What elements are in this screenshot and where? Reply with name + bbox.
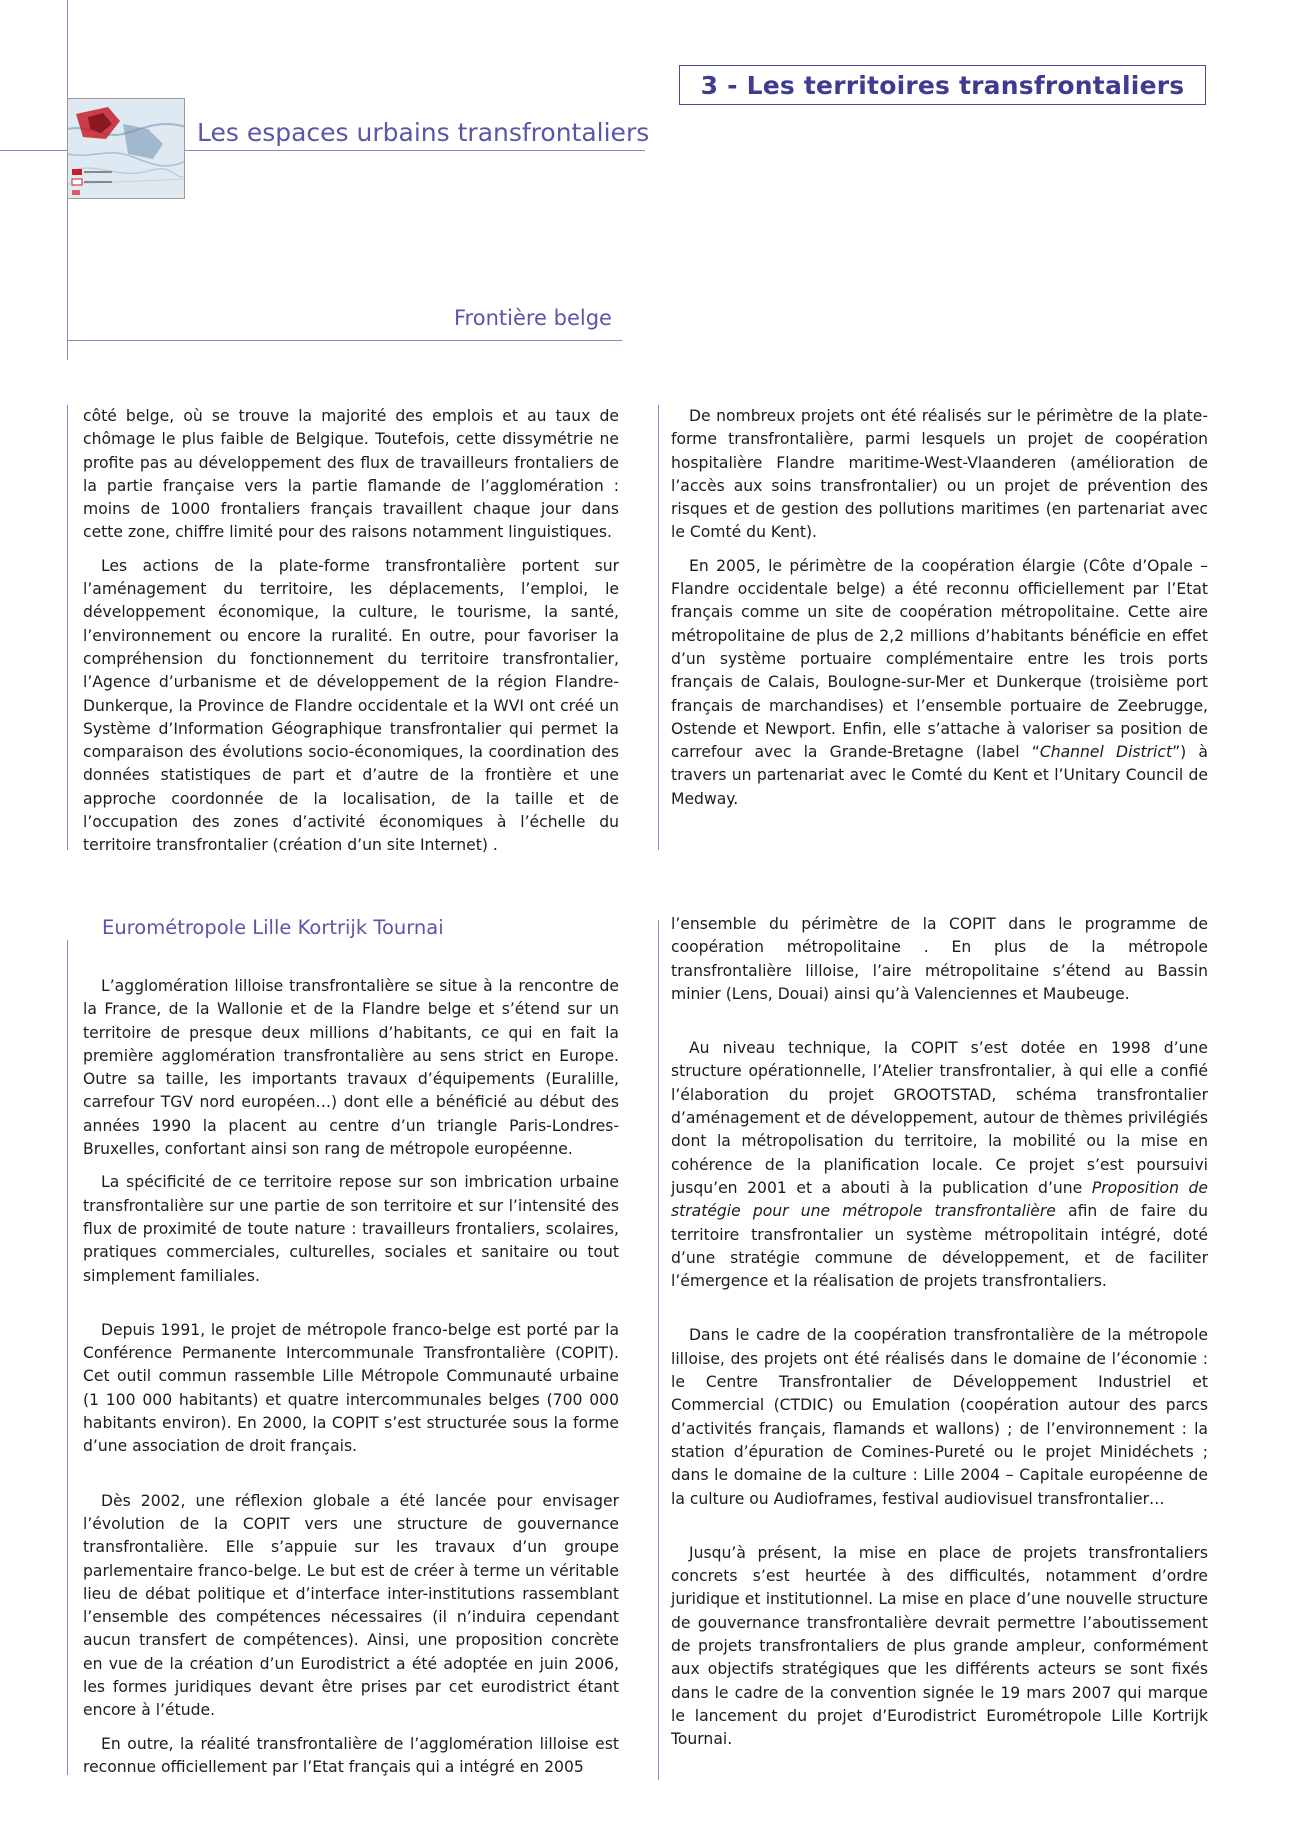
map-thumbnail-icon — [67, 98, 185, 199]
paragraph: Dans le cadre de la coopération transfrontalière de la métropole lilloise, des projets ont été réalisés dans le domaine de l’économie : le Centre Transfrontalier de Développement Industriel et Commercial (CTDIC) ou Emulation (coopération autour des parcs d’activités français, flamands et wallons) ; de l’environnement : la station d’épuration de Comines-Pureté ou le projet Minidéchets ; dans le domaine de la culture : Lille 2004 – Capitale européenne de la culture ou Audioframes, festival audiovisuel transfrontalier… — [671, 1326, 1208, 1508]
text-run: ”) à travers un partenariat avec le Comté du Kent et l’Unitary Council de Medway. — [671, 743, 1208, 808]
paragraph: En outre, la réalité transfrontalière de l’agglomération lilloise est reconnue officiellement par l’Etat français qui a intégré en 2005 — [83, 1734, 619, 1776]
frontiere-belge-left-column — [83, 405, 619, 868]
column-divider-top — [658, 405, 659, 850]
column-divider-bottom — [658, 920, 659, 1780]
paragraph: côté belge, où se trouve la majorité des emplois et au taux de chômage le plus faible de Belgique. Toutefois, cette dissymétrie ne profite pas au développement des flux de travailleurs frontaliers de la partie française vers la partie flamande de l’agglomération : moins de 1000 frontaliers français travaillent chaque jour dans cette zone, chiffre limité pour des raisons notamment linguistiques. — [83, 407, 619, 542]
left-column-rule-bottom — [67, 940, 68, 1775]
subsection-rule — [67, 340, 622, 341]
subsection-title-frontiere-belge: Frontière belge — [454, 306, 612, 330]
paragraph: l’ensemble du périmètre de la COPIT dans le programme de coopération métropolitaine . En plus de la métropole transfrontalière lilloise, l’aire métropolitaine s’étend au Bassin minier (Lens, Douai) ainsi qu’à Valenciennes et Maubeuge. — [671, 915, 1208, 1003]
left-column-rule-top — [67, 405, 68, 850]
paragraph: De nombreux projets ont été réalisés sur le périmètre de la plate-forme transfrontalière, parmi lesquels un projet de coopération hospitalière Flandre maritime-West-Vlaanderen (amélioration de l’accès aux soins transfrontalier) ou un projet de prévention des risques et de gestion des pollutions maritimes (en partenariat avec le Comté du Kent). — [671, 407, 1208, 542]
chapter-title-box — [679, 65, 1206, 105]
eurometropole-left-column — [83, 975, 619, 1789]
label-channel-district: Channel District — [1039, 743, 1173, 762]
eurometropole-right-column — [671, 913, 1208, 1762]
subsection-title-eurometropole: Eurométropole Lille Kortrijk Tournai — [102, 916, 444, 939]
paragraph: Depuis 1991, le projet de métropole franco-belge est porté par la Conférence Permanente Intercommunale Transfrontalière (COPIT). Cet outil commun rassemble Lille Métropole Communauté urbaine (1 100 000 habitants) et quatre intercommunales belges (700 000 habitants environ). En 2000, la COPIT s’est structurée sous la forme d’une association de droit français. — [83, 1320, 619, 1456]
section-title: Les espaces urbains transfrontaliers — [197, 118, 650, 147]
paragraph: Jusqu’à présent, la mise en place de projets transfrontaliers concrets s’est heurtée à des difficultés, notamment d’ordre juridique et institutionnel. La mise en place d’une nouvelle structure de gouvernance transfrontalière devrait permettre l’aboutissement de projets transfrontaliers de plus grande ampleur, conformément aux objectifs stratégiques que les différents acteurs se sont fixés dans le cadre de la convention signée le 19 mars 2007 qui marque le lancement du projet d’Eurodistrict Eurométropole Lille Kortrijk Tournai. — [671, 1543, 1208, 1749]
paragraph: L’agglomération lilloise transfrontalière se situe à la rencontre de la France, de la Wallonie et de la Flandre belge et s’étend sur un territoire de presque deux millions d’habitants, ce qui en fait la première agglomération transfrontalière au sens strict en Europe. Outre sa taille, les importants travaux d’équipements (Euralille, carrefour TGV nord européen…) dont elle a bénéficié au début des années 1990 la placent au centre d’un triangle Paris-Londres-Bruxelles, confortant ainsi son rang de métropole européenne. — [83, 977, 619, 1159]
publication-title: Proposition de stratégie pour une métropole transfrontalière — [671, 1178, 1208, 1221]
text-run: afin de faire du territoire transfrontalier un système métropolitain intégré, doté d’une stratégie commune de développement, et de faciliter l’émergence et la réalisation de projets transfrontaliers. — [671, 1202, 1208, 1291]
text-run: Au niveau technique, la COPIT s’est dotée en 1998 d’une structure opérationnelle, l’Atelier transfrontalier, à qui elle a confié l’élaboration du projet GROOTSTAD, schéma transfrontalier d’aménagement et de développement, autour de thèmes privilégiés dont la métropolisation du territoire, la mobilité ou la mise en cohérence de la planification locale. Ce projet s’est poursuivi jusqu’en 2001 et a abouti à la publication d’une — [671, 1039, 1208, 1197]
paragraph — [671, 1037, 1208, 1293]
paragraph: La spécificité de ce territoire repose sur son imbrication urbaine transfrontalière sur une partie de son territoire et sur l’intensité des flux de proximité de toute nature : travailleurs frontaliers, scolaires, pratiques commerciales, culturelles, sociales et sanitaire ou tout simplement familiales. — [83, 1173, 619, 1285]
frontiere-belge-right-column — [671, 405, 1208, 821]
chapter-title: 3 - Les territoires transfrontaliers — [700, 70, 1185, 100]
text-run: En 2005, le périmètre de la coopération élargie (Côte d’Opale – Flandre occidentale belge) a été reconnu officiellement par l’Etat français comme un site de coopération métropolitaine. Cette aire métropolitaine de plus de 2,2 millions d’habitants bénéficie en effet d’un système portuaire complémentaire entre les trois ports français de Calais, Boulogne-sur-Mer et Dunkerque (troisième port français de marchandises) et l’ensemble portuaire de Zeebrugge, Ostende et Newport. Enfin, elle s’attache à valoriser sa position de carrefour avec la Grande-Bretagne (label “ — [671, 556, 1208, 762]
paragraph — [671, 555, 1208, 811]
paragraph: Dès 2002, une réflexion globale a été lancée pour envisager l’évolution de la COPIT vers une structure de gouvernance transfrontalière. Elle s’appuie sur les travaux d’un groupe parlementaire franco-belge. Le but est de créer à terme un véritable lieu de débat politique et d’interface inter-institutions rassemblant l’ensemble des compétences nécessaires (il n’induira cependant aucun transfert de compétences). Ainsi, une proposition concrète en vue de la création d’un Eurodistrict a été adoptée en juin 2006, les formes juridiques devant être prises par cet eurodistrict étant encore à l’étude. — [83, 1491, 619, 1720]
paragraph: Les actions de la plate-forme transfrontalière portent sur l’aménagement du territoire, les déplacements, l’emploi, le développement économique, la culture, le tourisme, la santé, l’environnement ou encore la ruralité. En outre, pour favoriser la compréhension du fonctionnement du territoire transfrontalier, l’Agence d’urbanisme et de développement de la région Flandre-Dunkerque, la Province de Flandre occidentale et la WVI ont créé un Système d’Information Géographique transfrontalier qui permet la comparaison des évolutions socio-économiques, la coordination des données statistiques de part et d’autre de la frontière et une approche coordonnée de la localisation, de la taille et de l’occupation des zones d’activité économiques à l’échelle du territoire transfrontalier (création d’un site Internet) . — [83, 556, 619, 855]
